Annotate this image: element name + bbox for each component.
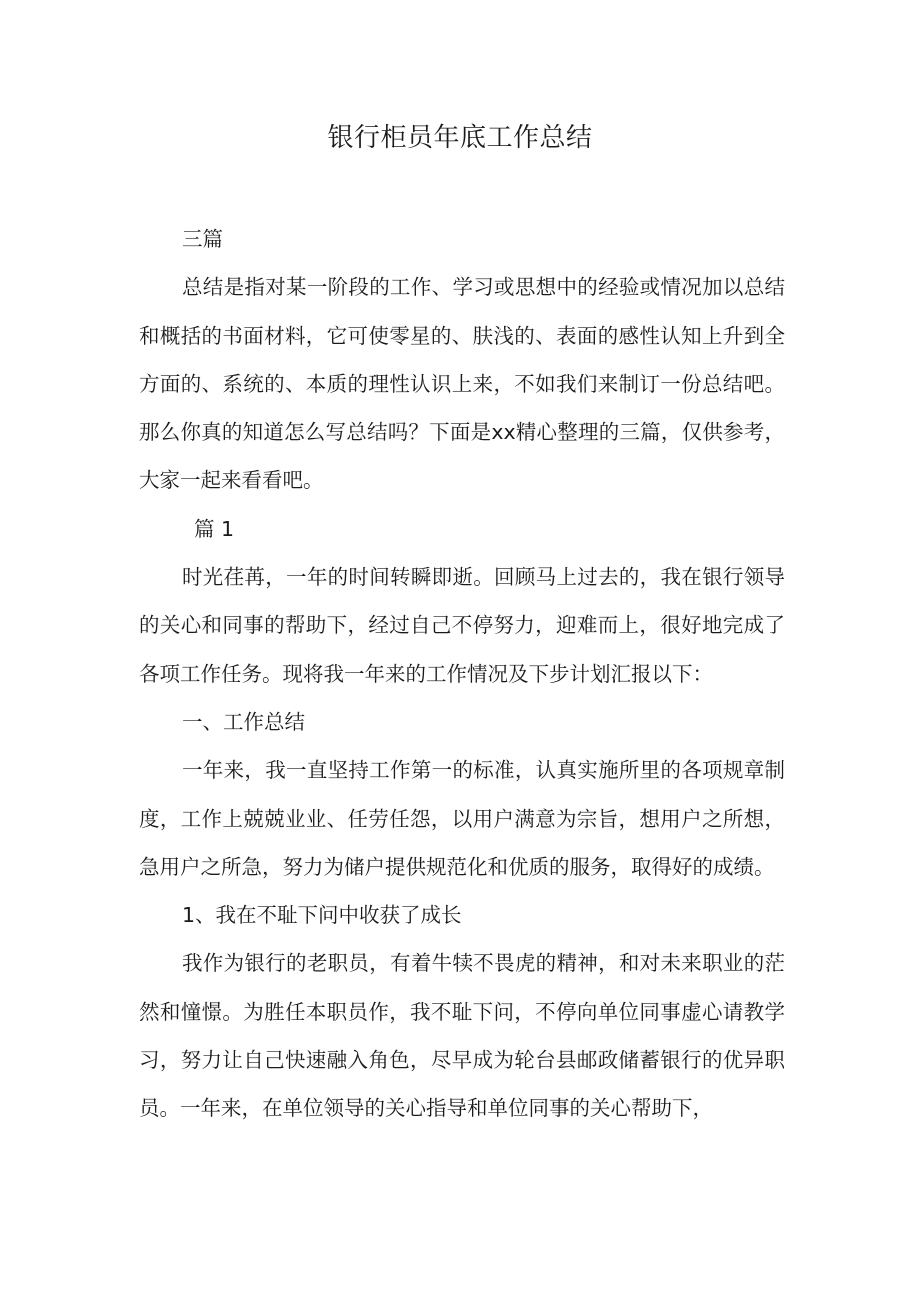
- document-title: 银行柜员年底工作总结: [327, 123, 593, 153]
- paragraph-intro: 总结是指对某一阶段的工作、学习或思想中的经验或情况加以总结和概括的书面材料，它可使零星的、肤浅的、表面的感性认知上升到全方面的、系统的、本质的理性认识上来，不如我们来制订一份总结吧。那么你真的知道怎么写总结吗？下面是xx精心整理的三篇，仅供参考，大家一起来看看吧。: [139, 275, 785, 493]
- paragraph-work-summary: 一年来，我一直坚持工作第一的标准，认真实施所里的各项规章制度，工作上兢兢业业、任劳任怨，以用户满意为宗旨，想用户之所想，急用户之所急，努力为储户提供规范化和优质的服务，取得好的成绩。: [139, 758, 785, 879]
- paragraph-heading-work-summary: 一、工作总结: [182, 709, 305, 734]
- paragraph-opening: 时光荏苒，一年的时间转瞬即逝。回顾马上过去的，我在银行领导的关心和同事的帮助下，经过自己不停努力，迎难而上，很好地完成了各项工作任务。现将我一年来的工作情况及下步计划汇报以下：: [139, 565, 785, 686]
- paragraph-growth: 我作为银行的老职员，有着牛犊不畏虎的精神，和对未来职业的茫然和憧憬。为胜任本职员作，我不耻下问，不停向单位同事虚心请教学习，努力让自己快速融入角色，尽早成为轮台县邮政储蓄银行的优异职员。一年来，在单位领导的关心指导和单位同事的关心帮助下，: [139, 951, 785, 1121]
- paragraph-subtitle: 三篇: [182, 227, 223, 251]
- document-body: [139, 215, 785, 1133]
- paragraph-heading-growth: 1、我在不耻下问中收获了成长: [182, 903, 462, 928]
- paragraph-section-label: 篇 1: [194, 516, 235, 541]
